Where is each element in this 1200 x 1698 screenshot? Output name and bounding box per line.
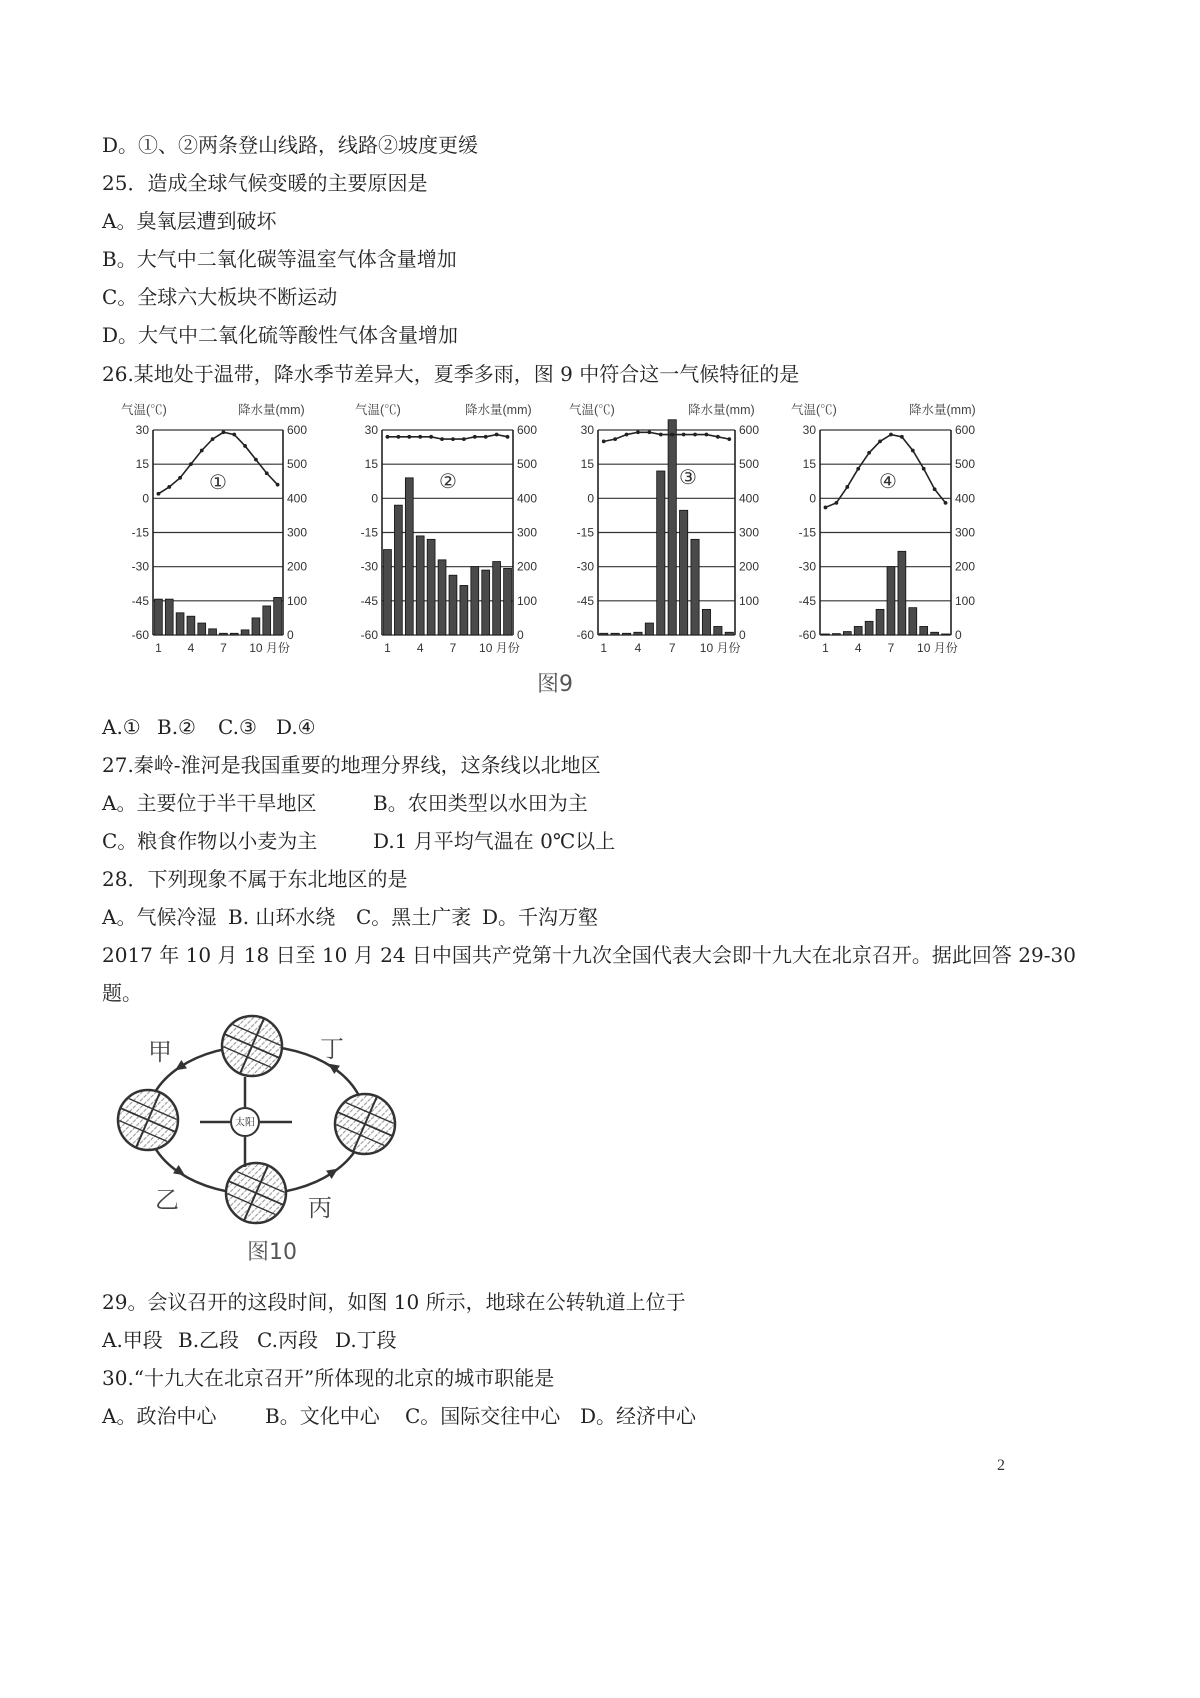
y-tick-label-right: 300	[739, 525, 760, 540]
temperature-point	[418, 435, 422, 439]
x-unit-label: 月份	[933, 641, 958, 655]
temperature-point	[705, 433, 709, 437]
figure-10-orbit-diagram	[110, 1010, 400, 1270]
precipitation-bar	[230, 633, 238, 635]
precipitation-bar	[611, 633, 619, 635]
temperature-point	[856, 467, 860, 471]
y-tick-label-right: 400	[287, 491, 308, 506]
temperature-point	[178, 476, 182, 480]
q27-option-b: B。农田类型以水田为主	[373, 791, 588, 815]
y-tick-label-right: 100	[739, 593, 760, 608]
precipitation-bar	[241, 630, 249, 635]
temperature-point	[834, 501, 838, 505]
temperature-point	[845, 485, 849, 489]
chart-number-label: ③	[679, 467, 697, 489]
y-tick-label-right: 600	[287, 423, 308, 437]
q27-option-c: C。粮食作物以小麦为主	[102, 829, 318, 853]
precipitation-bar	[909, 608, 917, 635]
q26-stem: 26.某地处于温带，降水季节差异大，夏季多雨，图 9 中符合这一气候特征的是	[102, 362, 800, 386]
y-tick-label-left: 0	[809, 491, 816, 506]
temperature-point	[878, 439, 882, 443]
precipitation-bar	[657, 471, 665, 635]
precipitation-bar	[887, 567, 895, 635]
temperature-line	[604, 432, 730, 441]
precipitation-bar	[427, 539, 435, 635]
y-tick-label-left: -30	[576, 559, 594, 574]
y-tick-label-left: -60	[131, 628, 149, 642]
precipitation-bar	[680, 510, 688, 635]
temperature-point	[867, 451, 871, 455]
temperature-point	[625, 433, 629, 437]
precipitation-bar	[471, 567, 479, 635]
temperature-point	[189, 462, 193, 466]
temperature-point	[407, 435, 411, 439]
precipitation-bar	[634, 632, 642, 635]
q29-stem: 29。会议召开的这段时间，如图 10 所示，地球在公转轨道上位于	[102, 1290, 686, 1314]
temperature-point	[613, 437, 617, 441]
segment-label-ding: 丁	[320, 1035, 344, 1063]
x-unit-label: 月份	[265, 641, 290, 655]
page-number: 2	[997, 1457, 1005, 1474]
x-unit-label: 月份	[716, 641, 741, 655]
y-tick-label-left: -15	[576, 525, 594, 540]
q29-option-d: D.丁段	[335, 1328, 397, 1352]
precipitation-bar	[876, 609, 884, 635]
q30-option-c: C。国际交往中心	[405, 1404, 561, 1428]
x-tick-label: 1	[600, 641, 608, 655]
precipitation-bar	[600, 633, 608, 635]
y-tick-label-left: -45	[131, 593, 149, 608]
q27-option-a: A。主要位于半干旱地区	[102, 791, 317, 815]
x-tick-label: 1	[155, 641, 162, 655]
earth-icon-bottom	[217, 1154, 296, 1233]
precipitation-bar	[691, 539, 699, 635]
temperature-point	[636, 430, 640, 434]
y-tick-label-right: 600	[955, 423, 976, 437]
precipitation-bar	[155, 599, 163, 635]
y-tick-label-left: -60	[576, 628, 594, 642]
q26-option-b: B.②	[157, 715, 196, 739]
precipitation-bar	[931, 632, 939, 635]
y-tick-label-left: 30	[580, 423, 594, 437]
precipitation-bar	[702, 609, 710, 635]
precipitation-bar	[176, 613, 184, 635]
y-tick-label-left: -45	[576, 593, 594, 608]
temperature-point	[933, 487, 937, 491]
temperature-point	[386, 435, 390, 439]
q24-option-d: D。①、②两条登山线路，线路②坡度更缓	[102, 133, 479, 157]
temperature-point	[440, 437, 444, 441]
x-tick-label: 10	[917, 641, 931, 655]
temperature-point	[254, 458, 258, 462]
sun-icon	[200, 1077, 292, 1167]
temperature-point	[243, 444, 247, 448]
q30-option-b: B。文化中心	[265, 1404, 380, 1428]
y-tick-label-left: 30	[802, 423, 816, 437]
y-tick-label-left: -60	[360, 628, 378, 642]
q25-option-b: B。大气中二氧化碳等温室气体含量增加	[102, 247, 457, 271]
temperature-point	[911, 449, 915, 453]
temperature-point	[211, 437, 215, 441]
precipitation-bar	[438, 560, 446, 635]
precipitation-bar	[920, 626, 928, 635]
precipitation-bar	[252, 618, 260, 635]
precipitation-bar	[384, 550, 392, 635]
x-tick-label: 7	[220, 641, 227, 655]
x-tick-label: 4	[634, 641, 642, 655]
y-tick-label-right: 100	[517, 593, 538, 608]
temperature-point	[276, 483, 280, 487]
precipitation-bar	[725, 632, 733, 635]
y-tick-label-right: 500	[955, 457, 976, 472]
temperature-point	[727, 437, 731, 441]
precipitation-bar	[460, 585, 468, 635]
y-tick-label-left: -45	[798, 593, 816, 608]
temperature-point	[670, 433, 674, 437]
precipitation-bar	[942, 634, 950, 635]
precipitation-bar	[843, 632, 851, 635]
q30-option-d: D。经济中心	[580, 1404, 697, 1428]
precipitation-bar	[822, 634, 830, 635]
chart-number-label: ④	[879, 471, 897, 493]
y-tick-label-left: 30	[364, 423, 378, 437]
y-tick-label-right: 400	[955, 491, 976, 506]
y-axis-label-left: 气温(℃)	[121, 403, 167, 417]
precipitation-bar	[274, 597, 282, 635]
temperature-point	[200, 449, 204, 453]
y-tick-label-left: 30	[135, 423, 149, 437]
temperature-point	[693, 433, 697, 437]
x-tick-label: 1	[384, 641, 391, 655]
y-tick-label-right: 0	[739, 628, 746, 642]
temperature-point	[824, 506, 828, 510]
q30-stem: 30.“十九大在北京召开”所体现的北京的城市职能是	[102, 1366, 555, 1390]
q28-option-a: A。气候冷湿	[102, 905, 217, 929]
temperature-point	[647, 430, 651, 434]
q30-option-a: A。政治中心	[102, 1404, 217, 1428]
temperature-point	[396, 435, 400, 439]
q28-stem: 28．下列现象不属于东北地区的是	[102, 867, 408, 891]
y-tick-label-right: 600	[517, 423, 538, 437]
q25-option-d: D。大气中二氧化硫等酸性气体含量增加	[102, 323, 459, 347]
precipitation-bar	[394, 505, 402, 635]
x-tick-label: 10	[479, 641, 493, 655]
earth-icon-right	[326, 1085, 405, 1164]
y-tick-label-right: 0	[955, 628, 962, 642]
figure-10-caption: 图10	[247, 1240, 297, 1265]
temperature-point	[484, 435, 488, 439]
y-tick-label-left: 15	[802, 457, 816, 472]
y-tick-label-left: -30	[360, 559, 378, 574]
precipitation-bar	[645, 623, 653, 635]
precipitation-bar	[165, 599, 173, 635]
q25-option-a: A。臭氧层遭到破坏	[102, 209, 277, 233]
precipitation-bar	[622, 633, 630, 635]
precipitation-bar	[854, 626, 862, 635]
q27-stem: 27.秦岭-淮河是我国重要的地理分界线，这条线以北地区	[102, 753, 601, 777]
y-axis-label-right: 降水量(mm)	[909, 403, 976, 417]
temperature-point	[889, 433, 893, 437]
temperature-point	[944, 501, 948, 505]
x-tick-label: 4	[416, 641, 424, 655]
precipitation-bar	[209, 629, 217, 635]
temperature-point	[922, 467, 926, 471]
y-axis-label-right: 降水量(mm)	[688, 403, 755, 417]
y-tick-label-right: 500	[287, 457, 308, 472]
temperature-point	[682, 433, 686, 437]
temperature-point	[473, 435, 477, 439]
precipitation-bar	[865, 621, 873, 635]
y-tick-label-right: 300	[287, 525, 308, 540]
temperature-line	[387, 435, 507, 440]
y-tick-label-right: 0	[517, 628, 524, 642]
y-tick-label-left: 15	[135, 457, 149, 472]
temperature-point	[462, 437, 466, 441]
temperature-point	[495, 433, 499, 437]
figure-9-climate-charts	[100, 395, 1000, 705]
y-tick-label-left: 15	[364, 457, 378, 472]
precipitation-bar	[898, 551, 906, 635]
temperature-point	[659, 433, 663, 437]
y-axis-label-left: 气温(℃)	[791, 403, 837, 417]
precipitation-bar	[405, 478, 413, 635]
chart-number-label: ①	[209, 472, 227, 494]
precipitation-bar	[220, 633, 228, 635]
temperature-point	[602, 439, 606, 443]
y-tick-label-left: 0	[142, 491, 149, 506]
x-tick-label: 10	[249, 641, 263, 655]
y-tick-label-right: 200	[287, 559, 308, 574]
y-tick-label-left: -30	[131, 559, 149, 574]
precipitation-bar	[714, 626, 722, 635]
precipitation-bar	[263, 606, 271, 635]
climate-chart-1	[121, 402, 307, 655]
q25-option-c: C。全球六大板块不断运动	[102, 285, 338, 309]
y-tick-label-right: 500	[739, 457, 760, 472]
y-tick-label-left: -15	[798, 525, 816, 540]
y-tick-label-right: 100	[955, 593, 976, 608]
y-tick-label-right: 400	[739, 491, 760, 506]
segment-label-yi: 乙	[155, 1186, 179, 1214]
temperature-point	[900, 435, 904, 439]
temperature-point	[451, 437, 455, 441]
precipitation-bar	[187, 616, 195, 635]
chart-number-label: ②	[439, 471, 457, 493]
temperature-point	[232, 433, 236, 437]
x-unit-label: 月份	[495, 641, 520, 655]
y-tick-label-right: 200	[955, 559, 976, 574]
precipitation-bar	[482, 570, 490, 635]
x-tick-label: 10	[699, 641, 714, 655]
precipitation-bar	[198, 623, 206, 635]
q26-option-c: C.③	[218, 715, 257, 739]
earth-icon-left	[109, 1081, 188, 1160]
q29-option-a: A.甲段	[102, 1328, 163, 1352]
q28-option-b: B. 山环水绕	[228, 905, 336, 929]
segment-label-jia: 甲	[148, 1038, 172, 1066]
segment-label-bing: 丙	[308, 1194, 332, 1222]
y-tick-label-left: -60	[798, 628, 816, 642]
temperature-point	[265, 471, 269, 475]
y-axis-label-right: 降水量(mm)	[238, 403, 305, 417]
temperature-point	[716, 435, 720, 439]
y-tick-label-right: 300	[955, 525, 976, 540]
y-axis-label-left: 气温(℃)	[355, 403, 401, 417]
precipitation-bar	[449, 575, 457, 635]
y-tick-label-right: 400	[517, 491, 538, 506]
x-tick-label: 1	[822, 641, 829, 655]
y-tick-label-left: 15	[580, 457, 594, 472]
q29-option-b: B.乙段	[178, 1328, 240, 1352]
climate-chart-2	[355, 402, 537, 655]
y-tick-label-right: 300	[517, 525, 538, 540]
y-axis-label-right: 降水量(mm)	[465, 403, 532, 417]
y-tick-label-right: 200	[739, 559, 760, 574]
temperature-point	[157, 492, 161, 496]
precipitation-bar	[504, 568, 512, 635]
q28-option-c: C。黑土广袤	[356, 905, 472, 929]
q29-option-c: C.丙段	[257, 1328, 318, 1352]
x-tick-label: 4	[187, 641, 195, 655]
precipitation-bar	[416, 536, 424, 635]
y-tick-label-left: 0	[587, 491, 594, 506]
material-line-1: 2017 年 10 月 18 日至 10 月 24 日中国共产党第十九次全国代表大会即十九大在北京召开。据此回答 29-30	[102, 943, 1076, 967]
y-tick-label-right: 600	[739, 423, 760, 437]
earth-icon-top	[213, 1007, 292, 1086]
q25-stem: 25．造成全球气候变暖的主要原因是	[102, 171, 428, 195]
material-line-2: 题。	[102, 981, 142, 1005]
temperature-point	[222, 430, 226, 434]
y-tick-label-right: 100	[287, 593, 308, 608]
y-tick-label-right: 0	[287, 628, 294, 642]
y-tick-label-left: -45	[360, 593, 378, 608]
y-tick-label-left: -30	[798, 559, 816, 574]
y-axis-label-left: 气温(℃)	[569, 403, 615, 417]
q26-option-a: A.①	[102, 715, 141, 739]
temperature-point	[429, 435, 433, 439]
precipitation-bar	[493, 562, 501, 635]
climate-chart-4	[791, 402, 976, 655]
x-tick-label: 4	[854, 641, 862, 655]
y-tick-label-left: -15	[131, 525, 149, 540]
climate-chart-3	[569, 402, 759, 655]
temperature-point	[506, 435, 510, 439]
precipitation-bar	[832, 634, 840, 635]
figure-9-caption: 图9	[537, 672, 573, 697]
precipitation-bar	[668, 420, 676, 635]
q27-option-d: D.1 月平均气温在 0℃以上	[373, 829, 616, 853]
y-tick-label-left: 0	[371, 491, 378, 506]
y-tick-label-left: -15	[360, 525, 378, 540]
y-tick-label-right: 200	[517, 559, 538, 574]
x-tick-label: 7	[668, 641, 676, 655]
x-tick-label: 7	[449, 641, 457, 655]
x-tick-label: 7	[887, 641, 895, 655]
sun-label: 太阳	[235, 1117, 255, 1129]
q26-option-d: D.④	[276, 715, 316, 739]
q28-option-d: D。千沟万壑	[482, 905, 599, 929]
y-tick-label-right: 500	[517, 457, 538, 472]
temperature-point	[167, 485, 171, 489]
